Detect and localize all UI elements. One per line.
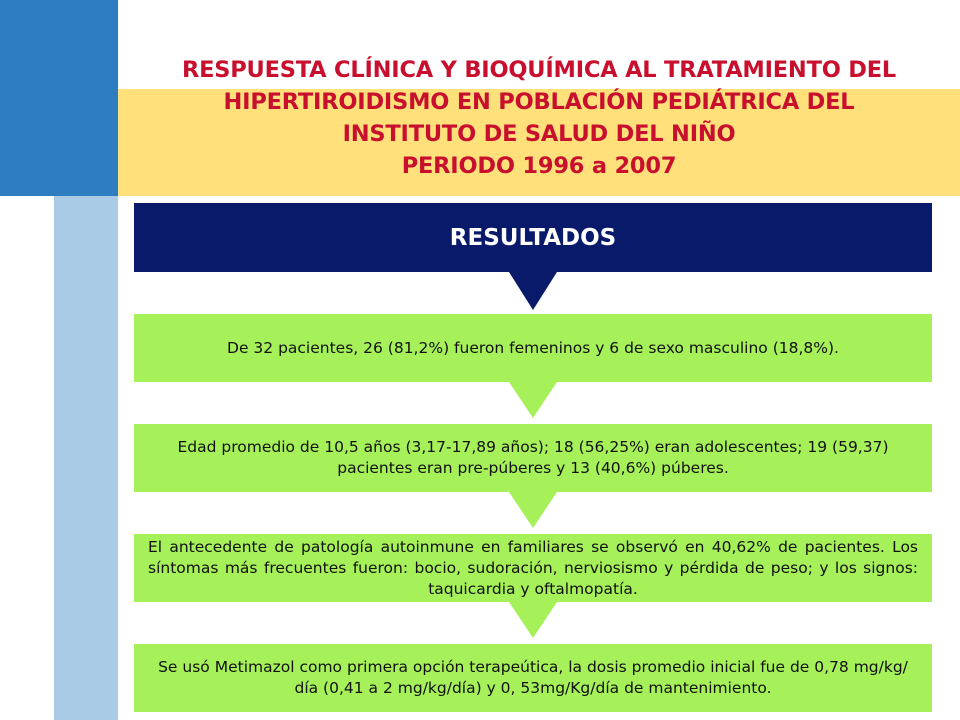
title-line-3: INSTITUTO DE SALUD DEL NIÑO [342,121,736,147]
results-header [134,203,932,272]
result-text-3: El antecedente de patología autoinmune en familiares se observó en 40,62% de pacientes. Los síntomas más frecuentes fueron: bocio, sudoración, nerviosismo y pérdida de peso; y los signos: taquicardia y oftalmopatía. [148,537,918,598]
result-box-2 [134,424,932,492]
result-box-1 [134,314,932,382]
result-text-1: De 32 pacientes, 26 (81,2%) fueron femeninos y 6 de sexo masculino (18,8%). [227,338,839,357]
down-arrow-icon [509,602,557,638]
side-bar-white [0,196,54,720]
title-line-4: PERIODO 1996 a 2007 [401,153,677,179]
page-title [118,54,960,182]
title-line-1: RESPUESTA CLÍNICA Y BIOQUÍMICA AL TRATAMIENTO DEL [181,57,897,83]
results-header-label: RESULTADOS [449,224,617,251]
result-box-4 [134,644,932,712]
title-line-2: HIPERTIROIDISMO EN POBLACIÓN PEDIÁTRICA DEL [223,89,855,115]
result-text-4: Se usó Metimazol como primera opción terapeútica, la dosis promedio inicial fue de 0,78 mg/kg/ día (0,41 a 2 mg/kg/día) y 0, 53mg/Kg/día de mantenimiento. [158,658,908,697]
down-arrow-icon [509,382,557,418]
down-arrow-icon [509,492,557,528]
result-box-3 [134,534,932,602]
down-arrow-icon [509,272,557,310]
side-bar-light [54,196,118,720]
result-text-2: Edad promedio de 10,5 años (3,17-17,89 años); 18 (56,25%) eran adolescentes; 19 (59,37) pacientes eran pre-púberes y 13 (40,6%) púberes. [177,438,889,477]
